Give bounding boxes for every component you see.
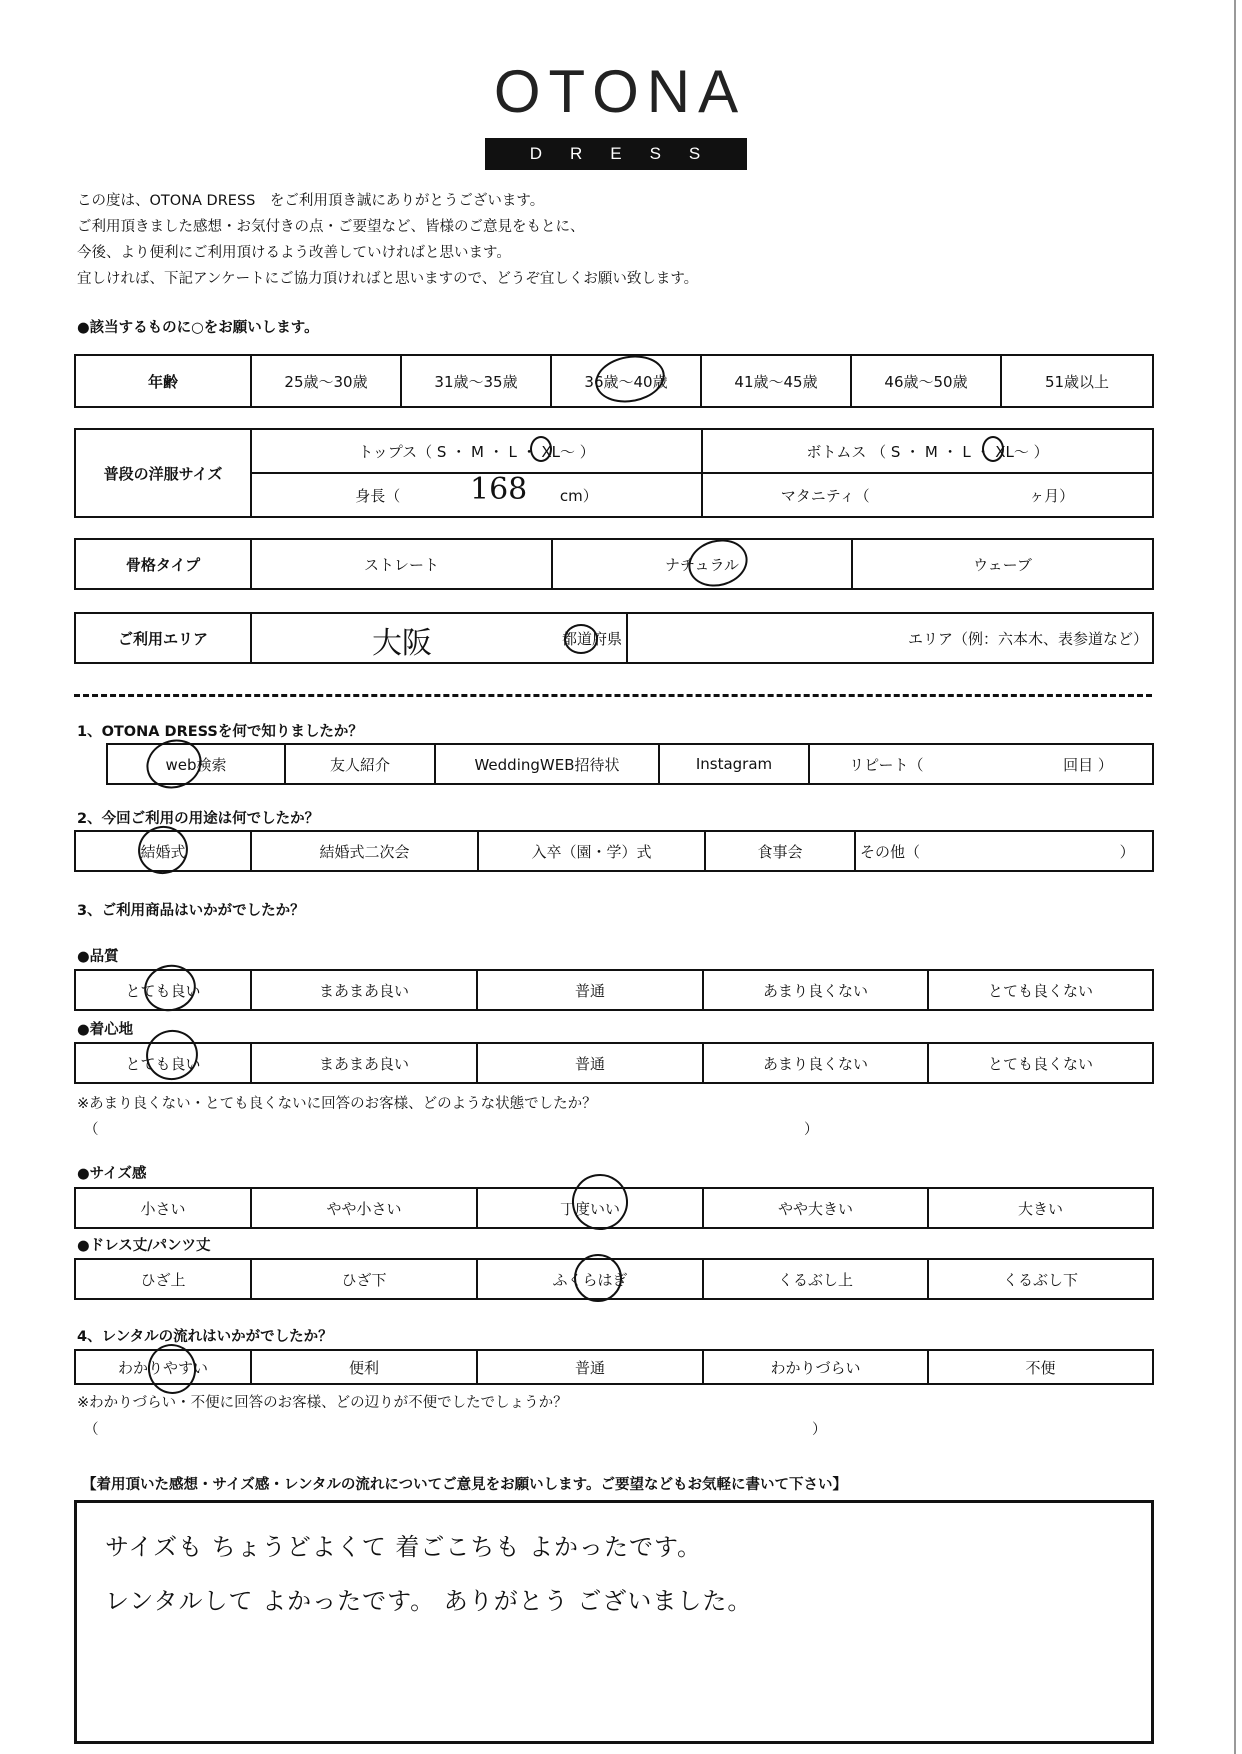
q1-option-selected[interactable]: web検索	[107, 744, 285, 784]
logo-sub-text: DRESS	[485, 138, 747, 170]
comfort-label: ●着心地	[77, 1022, 134, 1038]
length-option[interactable]: くるぶし上	[703, 1259, 928, 1299]
comfort-option-selected[interactable]: とても良い	[75, 1043, 251, 1083]
q2-option[interactable]: 結婚式二次会	[251, 831, 478, 871]
area-field[interactable]	[627, 613, 1153, 663]
frame-table	[74, 538, 1154, 590]
comfort-option[interactable]: とても良くない	[928, 1043, 1153, 1083]
q1-repeat-option[interactable]	[809, 744, 1153, 784]
q1-option[interactable]: Instagram	[659, 744, 809, 784]
bottoms-size-options[interactable]: ボトムス （ S ・ M ・ L ・ XL〜 ）	[702, 429, 1153, 473]
quality-option[interactable]: まあまあ良い	[251, 970, 477, 1010]
intro-text	[77, 188, 698, 292]
frame-option-selected[interactable]: ナチュラル	[552, 539, 852, 589]
repeat-unit: 回目 ）	[1063, 755, 1113, 774]
comfort-option[interactable]: まあまあ良い	[251, 1043, 477, 1083]
length-option[interactable]: ひざ上	[75, 1259, 251, 1299]
bad-condition-paren-close: ）	[804, 1122, 819, 1138]
q4-paren-open: （	[84, 1422, 99, 1438]
selection-circle	[530, 436, 552, 462]
q2-title: 2、今回ご利用の用途は何でしたか？	[77, 811, 320, 827]
q4-table	[74, 1349, 1154, 1385]
selection-circle	[564, 624, 598, 654]
q2-option[interactable]: 食事会	[705, 831, 855, 871]
comfort-table	[74, 1042, 1154, 1084]
q1-title: 1、OTONA DRESSを何で知りましたか？	[77, 724, 363, 740]
intro-line: 宜しければ、下記アンケートにご協力頂ければと思いますので、どうぞ宜しくお願い致します。	[77, 271, 699, 287]
age-option[interactable]: 25歳〜30歳	[251, 355, 401, 407]
instruction-heading: ●該当するものに○をお願いします。	[77, 320, 319, 336]
otona-dress-logo	[485, 58, 755, 170]
comfort-option[interactable]: あまり良くない	[703, 1043, 928, 1083]
comments-title: 【着用頂いた感想・サイズ感・レンタルの流れについてご意見をお願いします。ご要望などもお気軽に書いて下さい】	[82, 1477, 847, 1493]
maternity-unit: ヶ月）	[1029, 486, 1075, 505]
q1-option[interactable]: 友人紹介	[285, 744, 435, 784]
age-option[interactable]: 31歳〜35歳	[401, 355, 551, 407]
fit-option[interactable]: やや小さい	[251, 1188, 477, 1228]
bad-condition-note: ※あまり良くない・とても良くないに回答のお客様、どのような状態でしたか？	[77, 1096, 597, 1112]
q4-option[interactable]: 不便	[928, 1350, 1153, 1384]
length-option[interactable]: ひざ下	[251, 1259, 477, 1299]
age-option-selected[interactable]: 36歳〜40歳	[551, 355, 701, 407]
fit-option-selected[interactable]: 丁度いい	[477, 1188, 703, 1228]
area-handwritten: 大阪	[372, 626, 432, 661]
fit-option[interactable]: やや大きい	[703, 1188, 928, 1228]
q2-option-selected[interactable]: 結婚式	[75, 831, 251, 871]
maternity-label: マタニティ（	[780, 486, 870, 505]
q2-option[interactable]: 入卒（園・学）式	[478, 831, 705, 871]
quality-option-selected[interactable]: とても良い	[75, 970, 251, 1010]
q4-note: ※わかりづらい・不便に回答のお客様、どの辺りが不便でしたでしょうか？	[77, 1395, 568, 1411]
length-label: ●ドレス丈/パンツ丈	[77, 1238, 211, 1254]
q4-option[interactable]: 便利	[251, 1350, 477, 1384]
q4-option-selected[interactable]: わかりやすい	[75, 1350, 251, 1384]
q2-other-option[interactable]	[855, 831, 1153, 871]
maternity-field[interactable]	[702, 473, 1153, 517]
repeat-label: リピート（	[849, 755, 924, 774]
section-divider	[74, 694, 1152, 697]
area-hint: エリア（例：六本木、表参道など）	[907, 629, 1148, 648]
fit-option[interactable]: 小さい	[75, 1188, 251, 1228]
size-label: 普段の洋服サイズ	[75, 429, 251, 517]
tops-size-options[interactable]: トップス（ S ・ M ・ L ・ XL〜 ）	[251, 429, 702, 473]
logo-main-text: OTONA	[493, 58, 747, 125]
height-label: 身長（	[355, 486, 401, 505]
quality-option[interactable]: 普通	[477, 970, 703, 1010]
other-close: ）	[1119, 842, 1135, 861]
length-option[interactable]: くるぶし下	[928, 1259, 1153, 1299]
page-edge-line	[1234, 0, 1236, 1754]
age-option[interactable]: 46歳〜50歳	[851, 355, 1001, 407]
quality-table	[74, 969, 1154, 1011]
q1-option[interactable]: WeddingWEB招待状	[435, 744, 659, 784]
bad-condition-paren-open: （	[84, 1122, 99, 1138]
area-label: ご利用エリア	[75, 613, 251, 663]
quality-label: ●品質	[77, 949, 119, 965]
prefecture-suffix: 都道府県	[561, 629, 622, 648]
age-label: 年齢	[75, 355, 251, 407]
fit-option[interactable]: 大きい	[928, 1188, 1153, 1228]
comfort-option[interactable]: 普通	[477, 1043, 703, 1083]
quality-option[interactable]: あまり良くない	[703, 970, 928, 1010]
q4-option[interactable]: わかりづらい	[703, 1350, 928, 1384]
other-label: その他（	[860, 842, 921, 861]
q2-table	[74, 830, 1154, 872]
comment-handwritten-line: レンタルして よかったです。 ありがとう ございました。	[105, 1587, 753, 1615]
comment-handwritten-line: サイズも ちょうどよくて 着ごこちも よかったです。	[105, 1533, 703, 1561]
q4-title: 4、レンタルの流れはいかがでしたか？	[77, 1329, 333, 1345]
quality-option[interactable]: とても良くない	[928, 970, 1153, 1010]
fit-label: ●サイズ感	[77, 1166, 147, 1182]
frame-option[interactable]: ウェーブ	[852, 539, 1153, 589]
selection-circle	[139, 732, 208, 796]
selection-circle	[982, 436, 1004, 462]
age-option[interactable]: 41歳〜45歳	[701, 355, 851, 407]
selection-circle	[574, 1254, 622, 1302]
area-table	[74, 612, 1154, 664]
comments-box[interactable]	[74, 1500, 1154, 1744]
intro-line: ご利用頂きました感想・お気付きの点・ご要望など、皆様のご意見をもとに、	[77, 219, 585, 235]
q4-paren-close: ）	[812, 1422, 827, 1438]
height-handwritten: 168	[470, 472, 528, 507]
q1-table	[106, 743, 1154, 785]
intro-line: 今後、より便利にご利用頂けるよう改善していければと思います。	[77, 245, 511, 261]
height-unit: cm）	[559, 486, 598, 505]
frame-label: 骨格タイプ	[75, 539, 251, 589]
frame-option[interactable]: ストレート	[251, 539, 552, 589]
q3-title: 3、ご利用商品はいかがでしたか？	[77, 903, 305, 919]
intro-line: この度は、OTONA DRESS をご利用頂き誠にありがとうございます。	[77, 193, 545, 209]
age-option[interactable]: 51歳以上	[1001, 355, 1153, 407]
length-option-selected[interactable]: ふくらはぎ	[477, 1259, 703, 1299]
q4-option[interactable]: 普通	[477, 1350, 703, 1384]
